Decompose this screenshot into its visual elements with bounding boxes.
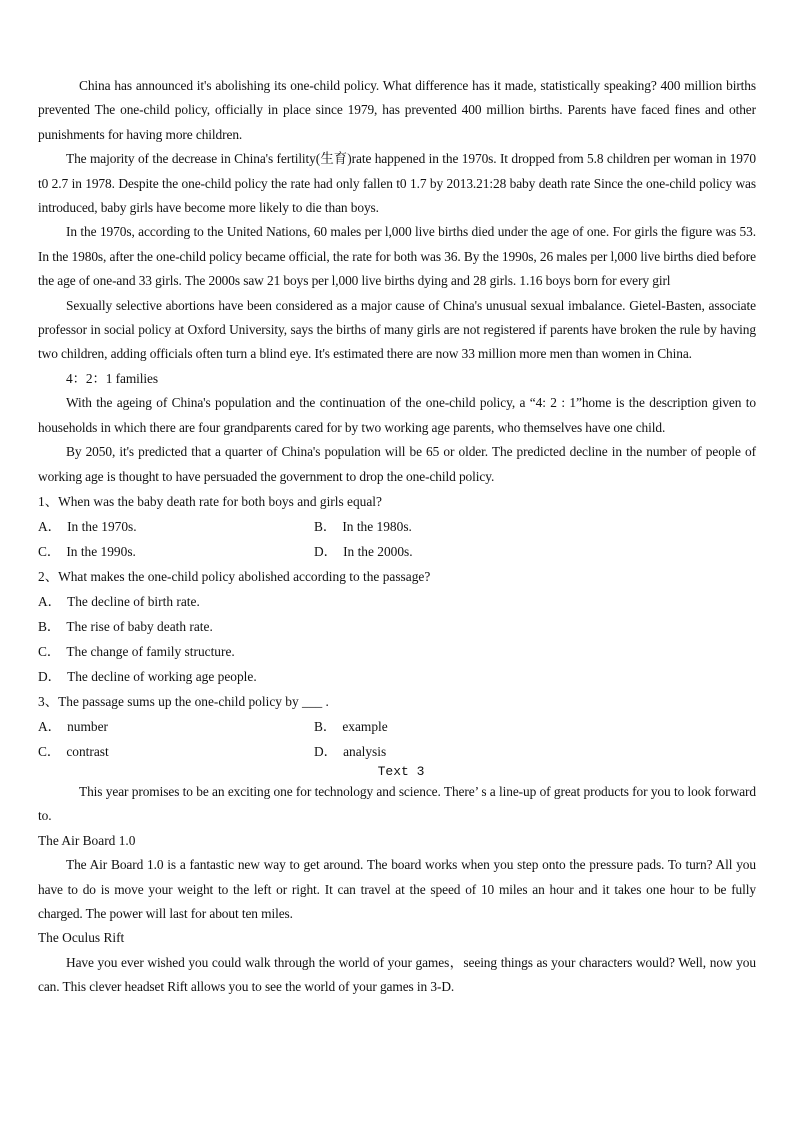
option-letter: D． [314, 743, 338, 759]
text3-intro: This year promises to be an exciting one for technology and science. There’ s a line-up of great products for you to look forward to. [38, 783, 756, 824]
passage-subheading: 4：2：1 families [66, 370, 158, 386]
option-b[interactable] [314, 714, 590, 739]
question-number: 3、 [38, 693, 59, 709]
option-letter: A． [38, 518, 62, 534]
option-text: In the 1990s. [66, 543, 136, 559]
option-letter: A． [38, 593, 62, 609]
section-body-air-board: The Air Board 1.0 is a fantastic new way to get around. The board works when you step onto the pressure pads. To turn? All you have to do is move your weight to the left or right. It can travel at the speed of 10 miles an hour and it takes one hour to be fully charged. The power will last for about ten miles. [38, 857, 756, 921]
question-2 [38, 564, 756, 689]
option-row [38, 714, 756, 739]
option-letter: A． [38, 718, 62, 734]
option-text: analysis [343, 743, 387, 759]
option-text: In the 1980s. [342, 518, 412, 534]
passage-paragraph: In the 1970s, according to the United Nations, 60 males per l,000 live births died under the age of one. For girls the figure was 53. In the 1980s, after the one-child policy became official, the rate for both was 36. By the 1990s, 26 males per l,000 live births died before the age of one-and 33 girls. The 2000s saw 21 boys per l,000 live births dying and 28 girls. 1.16 boys born for every girl [38, 224, 756, 289]
option-text: In the 1970s. [67, 518, 137, 534]
option-letter: C． [38, 743, 61, 759]
option-text: The decline of birth rate. [67, 593, 200, 609]
passage-paragraph: The majority of the decrease in China's fertility(生育)rate happened in the 1970s. It dropped from 5.8 children per woman in 1970 t0 2.7 in 1978. Despite the one-child policy the rate had only fallen t0 1.7 by 2013.21:28 baby death rate Since the one-child policy was introduced, baby girls have become more likely to die than boys. [38, 151, 756, 216]
option-text: contrast [66, 743, 109, 759]
passage-paragraph: Sexually selective abortions have been considered as a major cause of China's unusual sexual imbalance. Gietel-Basten, associate professor in social policy at Oxford University, says the births of many girls are not registered if parents have broken the rule by having two children, adding officials often turn a blind eye. It's estimated there are now 33 million more men than women in China. [38, 297, 756, 362]
section-title-oculus-rift: The Oculus Rift [38, 930, 125, 946]
passage-paragraph: With the ageing of China's population and the continuation of the one-child policy, a “4: 2 : 1”home is the description given to households in which there are four grandparents cared for by two working age parents, who themselves have one child. [38, 395, 756, 435]
option-letter: B． [314, 518, 337, 534]
option-a[interactable] [38, 589, 756, 614]
option-letter: C． [38, 543, 61, 559]
option-text: The decline of working age people. [67, 668, 257, 684]
option-text: number [67, 718, 108, 734]
option-text: example [342, 718, 388, 734]
question-stem [38, 689, 756, 714]
document-page [38, 74, 756, 1000]
option-letter: B． [314, 718, 337, 734]
option-letter: C． [38, 643, 61, 659]
question-stem [38, 489, 756, 514]
option-text: The change of family structure. [66, 643, 235, 659]
option-text: In the 2000s. [343, 543, 413, 559]
option-a[interactable] [38, 714, 314, 739]
option-letter: B． [38, 618, 61, 634]
question-3 [38, 689, 756, 764]
section-heading-text-3: Text 3 [377, 763, 425, 779]
passage-paragraph: China has announced it's abolishing its one-child policy. What difference has it made, statistically speaking? 400 million births prevented The one-child policy, officially in place since 1979, has prevented 400 million births. Parents have faced fines and other punishments for having more children. [38, 78, 756, 142]
option-row [38, 514, 756, 539]
option-d[interactable] [38, 664, 756, 689]
question-text: When was the baby death rate for both boys and girls equal? [58, 493, 382, 509]
section-body-oculus-rift: Have you ever wished you could walk through the world of your games，seeing things as your characters would? Well, now you can. This clever headset Rift allows you to see the world of your games in 3-D. [38, 954, 756, 995]
question-1 [38, 489, 756, 564]
question-number: 2、 [38, 568, 59, 584]
passage-paragraph: By 2050, it's predicted that a quarter of China's population will be 65 or older. The predicted decline in the number of people of working age is thought to have persuaded the government to drop the one-child policy. [38, 444, 756, 484]
option-c[interactable] [38, 539, 314, 564]
option-c[interactable] [38, 739, 314, 764]
option-b[interactable] [38, 614, 756, 639]
option-d[interactable] [314, 739, 590, 764]
option-c[interactable] [38, 639, 756, 664]
option-text: The rise of baby death rate. [66, 618, 213, 634]
question-stem [38, 564, 756, 589]
option-letter: D． [314, 543, 338, 559]
option-row [38, 739, 756, 764]
option-d[interactable] [314, 539, 590, 564]
question-text: The passage sums up the one-child policy by ___ . [58, 693, 329, 709]
question-text: What makes the one-child policy abolished according to the passage? [58, 568, 431, 584]
option-a[interactable] [38, 514, 314, 539]
question-number: 1、 [38, 493, 59, 509]
section-title-air-board: The Air Board 1.0 [38, 832, 136, 848]
option-row [38, 539, 756, 564]
option-b[interactable] [314, 514, 590, 539]
option-letter: D． [38, 668, 62, 684]
